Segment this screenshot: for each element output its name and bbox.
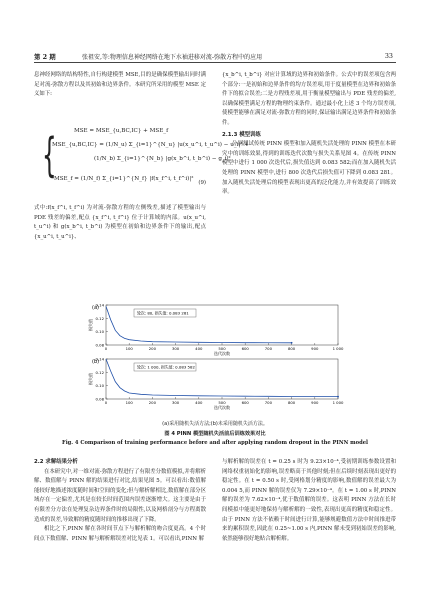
y-axis-label-a: 损失值 [88, 319, 93, 331]
page-header [0, 0, 427, 61]
left-column [34, 71, 206, 100]
section-heading-2-2: 2.2 求解结果分析 [34, 459, 78, 465]
equation-mse: MSE = MSE_{u,BC,IC} + MSE_f [74, 128, 169, 134]
running-title: 张祖安,等:物理信息神经网络在地下水袖进移对流-弥散方程中的应用 [82, 54, 263, 61]
x-tick-label-b: 100 [125, 400, 133, 405]
left-para-1: 息神经网络的结构特性,自行构建模型 MSE,目的是确保模型输出同时满足对流-弥散方程以及其初始和边界条件。本研究所采用的模型 MSE 定义如下: [34, 72, 206, 98]
section-heading-2-1-3: 2.1.3 模型训练 [222, 131, 261, 138]
left-column-bottom [34, 458, 206, 544]
right-column [222, 71, 396, 198]
y-tick-label-b: 0.12 [95, 369, 104, 375]
x-tick-label-b: 400 [195, 400, 203, 405]
y-tick-label-a: 0.10 [95, 329, 104, 335]
left-bottom-para-1: 在本研究中,对一维对流-弥散方程进行了有限差分数值模拟,并将解析解、数值解与 PINN 解的结果进行对比,结果见图 5。可以看出:数值解能较好地描述浓度随时间和空间的变化;但与解析解相比,数值解在部分区域存在一定偏差,尤其是在较长时间范围内误差逐渐增大。这主要是由于有限差分方法在处理复杂边界条件时的局限性,以及网格剖分与方程离散造成的误差,导致解的精度随时间的推移出现了下降。 [34, 468, 206, 523]
y-tick-label-a: 0.08 [95, 342, 104, 348]
equation-mse-ubcic: MSE_{u,BC,IC} = (1/N_u) Σ_{i=1}^{N_u} |u(x_u^i, t_u^i) − u_i|² + [52, 142, 249, 148]
y-axis-label-b: 损失值 [88, 373, 93, 385]
right-para-2: 分别测试传统 PINN 模型和加入随机失活处理的 PINN 模型在本研究中的训练效果,得到的训练迭代次数与损失关系见图 4。在传统 PINN 模型中进行 1 000 次迭代后,损失值达到 0.083 582;而在加入随机失活处理的 PINN 模型中,进行 800 次迭代后损失值可下降到 0.083 281。加入随机失活处理后的模型表现出更高的泛化能力,并有效提高了训练效率。 [222, 141, 396, 196]
x-tick-label-b: 0 [104, 400, 108, 405]
annotation-text-a: 轮次: 80, 损失值: 0.083 281 [137, 310, 189, 316]
x-tick-label-b: 600 [241, 400, 249, 405]
right-para-1: {x_b^i, t_b^i} 对应计算域的边界和初始条件。公式中的误差项包含两个部分:一是初始和边界条件的均方误差项,用于度量模型在边界和初始条件下的拟合误差;二是方程残差项,用于衡量模型输出与 PDE 残差的偏差,以确保模型满足方程的物理约束条件。通过最小化上述 3 个均方误差项,使模型能够在满足对流-弥散方程的同时,保证输出满足边界条件和初始条件。 [222, 72, 396, 126]
x-tick-label-b: 700 [264, 400, 273, 405]
x-axis-label-b: 迭代次数 [214, 405, 230, 410]
header-rule [34, 62, 396, 63]
x-tick-label-b: 200 [148, 400, 157, 405]
x-tick-label-a: 600 [241, 346, 249, 351]
x-tick-label-a: 100 [125, 346, 133, 351]
x-tick-label-a: 200 [148, 346, 157, 351]
y-tick-label-b: 0.08 [95, 396, 104, 402]
panel-label-b: (b) [92, 359, 100, 365]
figure-subcaption: (a)采用随机失活方法;(b)未采用随机失活方法。 [162, 421, 268, 427]
y-tick-label-b: 0.10 [95, 383, 104, 389]
x-tick-label-a: 900 [311, 346, 319, 351]
x-tick-label-a: 300 [171, 346, 180, 351]
equation-brace: { [42, 128, 57, 182]
panel-label-a: (a) [92, 305, 99, 311]
figure-caption-cn: 图 4 PINN 模型随机失活前后训练效果对比 [164, 431, 266, 437]
x-tick-label-b: 300 [171, 400, 180, 405]
figure-caption-en: Fig. 4 Comparison of training performance before and after applying random dropout in the PINN model [62, 440, 368, 446]
final-point-a [291, 342, 293, 344]
left-para-2: 式中:f(x_f^i, t_f^i) 为对流-弥散方程的左侧残差,描述了模型输出与 PDE 残差的偏差,配点 {x_f^i, t_f^i} 位于计算域的内部。u(x_u^i, t_u^i) 和 g(x_b^i, t_b^i) 为模型在初始和边界条件下的输出,配点 {x_u^i, t_u^i}、 [34, 205, 206, 240]
figure-4 [84, 299, 346, 419]
x-tick-label-a: 800 [287, 346, 296, 351]
equation-number: (9) [198, 180, 206, 186]
left-column-cont [34, 204, 206, 242]
x-tick-label-a: 1 000 [332, 346, 344, 351]
x-tick-label-a: 0 [104, 346, 108, 351]
equation-mse-f: MSE_f = (1/N_f) Σ_{i=1}^{N_f} |f(x_f^i, t_f^i)|² [54, 176, 194, 182]
left-bottom-para-2: 相比之下,PINN 解在各时间节点下与解析解的吻合度更高。4 个时间点下数值解、PINN 解与解析解误差对比见表 1。可以看出,PINN 解 [34, 526, 206, 542]
x-tick-label-a: 700 [264, 346, 273, 351]
x-tick-label-b: 500 [218, 400, 226, 405]
y-tick-label-a: 0.12 [95, 315, 104, 321]
annotation-text-b: 轮次: 1 000, 损失值: 0.083 582 [137, 364, 195, 370]
final-point-b [337, 396, 339, 398]
right-column-bottom [222, 458, 396, 544]
right-bottom-para-1: 与解析解的误差在 t = 0.25 s 时为 9.23×10⁻⁴,受初期训练参数设置和网络权重初始化的影响,误差略高于其他时刻;但在后续时刻表现出更好的稳定性。在 t = 0.50 s 时,受网格划分精度的影响,数值解的误差最大为 0.004 5,而 PINN 解的误差仅为 7.29×10⁻⁴。在 t = 1.00 s 时,PINN 解的误差为 7.62×10⁻⁴,优于数值解的误差。这表明 PINN 方法在长时间模拟中能更好地保持与解析解的一致性,表现出更高的精度和稳定性。由于 PINN 方法不依赖于时间进行计算,能够规避数值方法中时间推进带来的累积误差,因此在 0.25~1.00 s 内,PINN 解未受到初始误差的影响,依然能够很好地贴合解析解。 [222, 459, 396, 542]
issue-label: 第 2 期 [34, 53, 56, 61]
y-tick-label-b: 0.14 [95, 356, 104, 362]
x-tick-label-b: 900 [311, 400, 319, 405]
x-axis-label-a: 迭代次数 [214, 351, 230, 356]
x-tick-label-b: 1 000 [332, 400, 344, 405]
equation-mse-ubcic-2: (1/N_b) Σ_{i=1}^{N_b} |g(x_b^i, t_b^i) − g_i|² [94, 156, 231, 162]
x-tick-label-a: 400 [195, 346, 203, 351]
figure-4-svg [84, 299, 346, 419]
y-tick-label-a: 0.14 [95, 302, 104, 308]
x-tick-label-b: 800 [287, 400, 296, 405]
x-tick-label-a: 500 [218, 346, 226, 351]
page-number: 33 [384, 52, 393, 60]
